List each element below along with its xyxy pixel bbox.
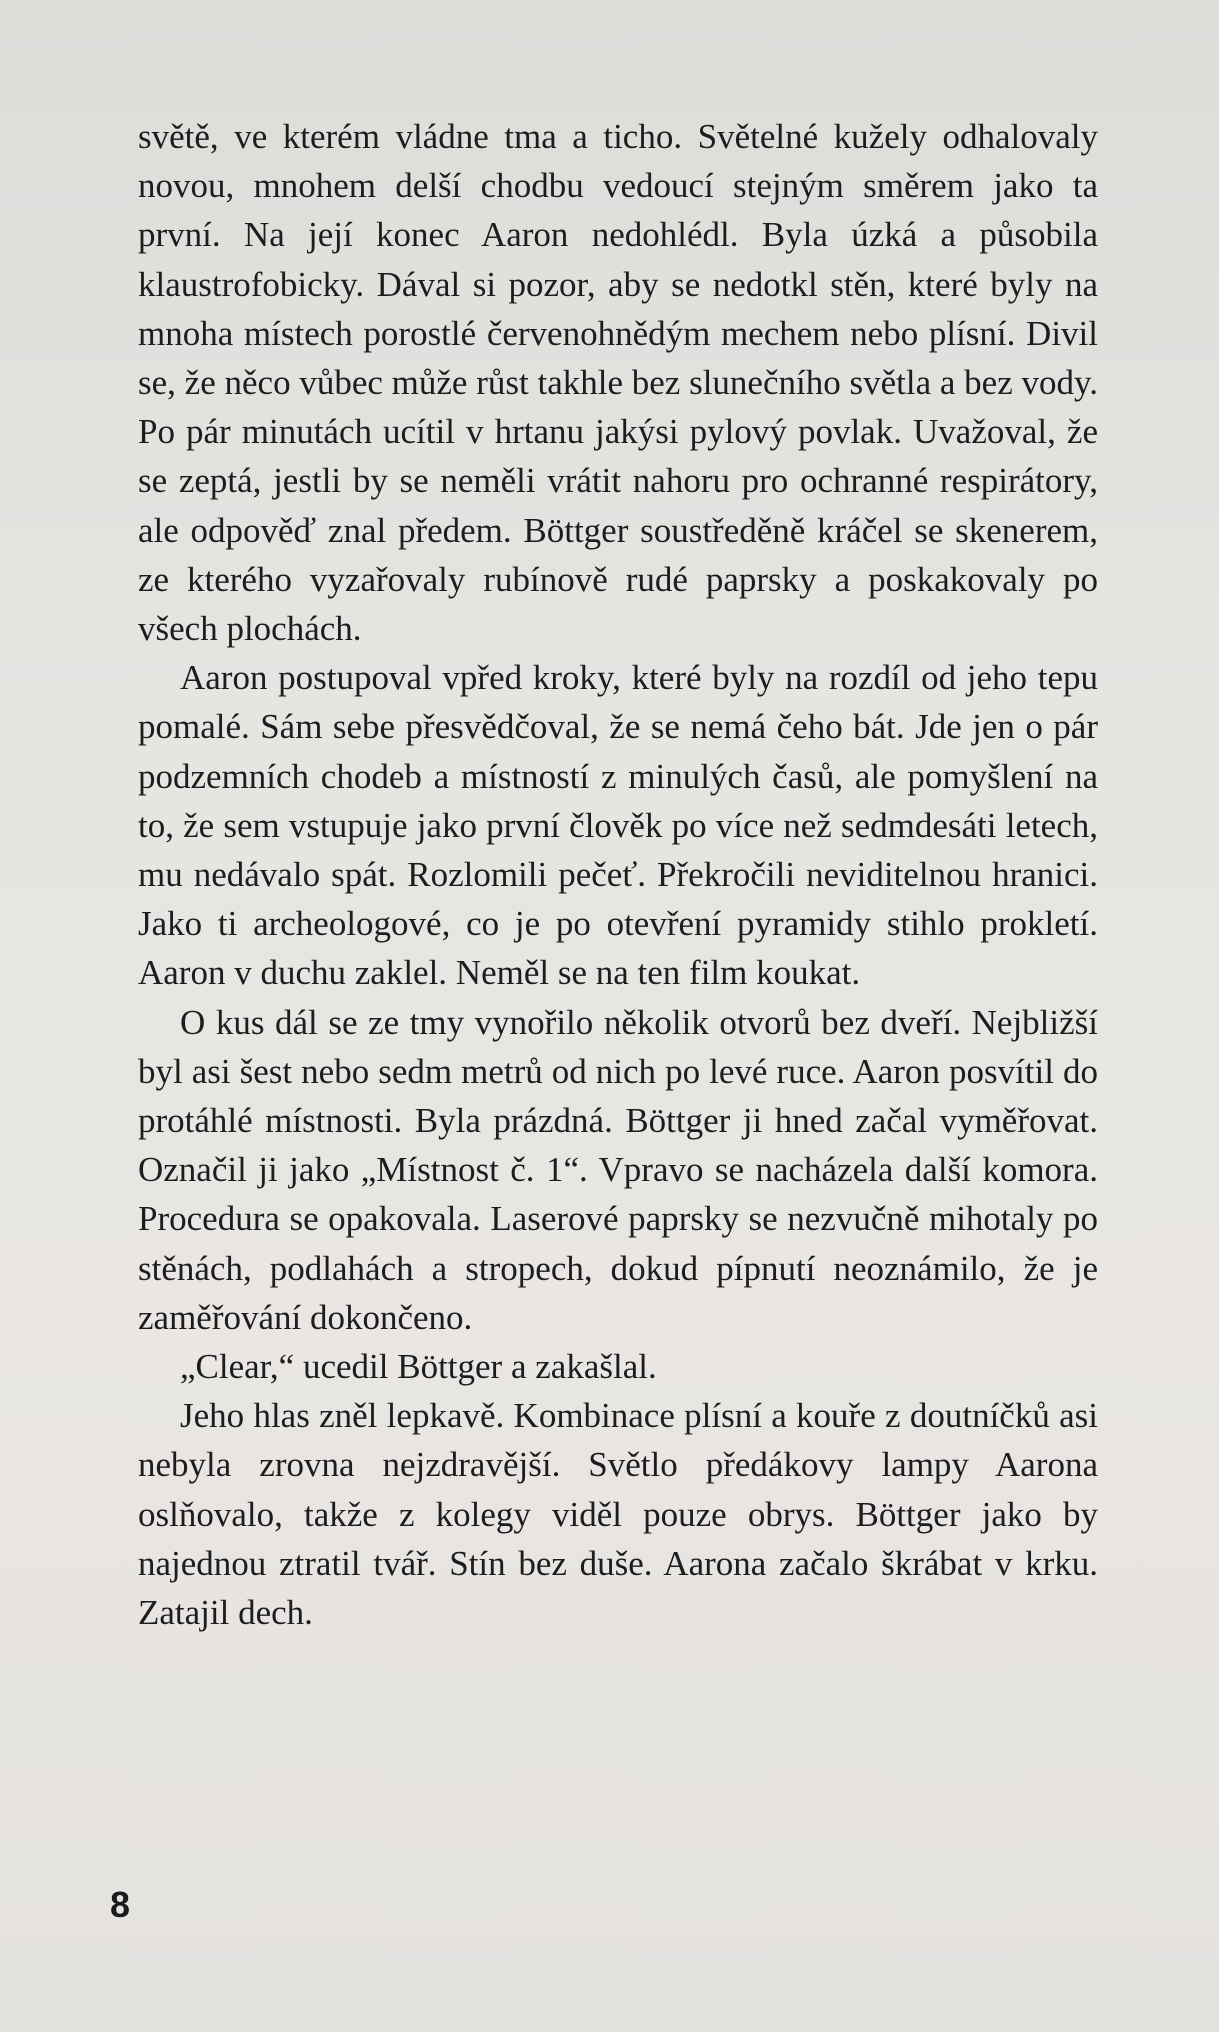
paragraph-2: Aaron postupoval vpřed kroky, které byly na rozdíl od jeho tepu pomalé. Sám sebe přesvědčoval, že se nemá čeho bát. Jde jen o pár podzemních chodeb a místností z minulých časů, ale pomyšlení na to, že sem vstupuje jako první člověk po více než sedmdesáti letech, mu nedávalo spát. Rozlomili pečeť. Překročili neviditelnou hranici. Jako ti archeologové, co je po otevření pyramidy stihlo prokletí. Aaron v duchu zaklel. Neměl se na ten film koukat. bbox=[138, 658, 1098, 993]
page-number: 8 bbox=[110, 1884, 131, 1925]
paragraph-4: „Clear,“ ucedil Böttger a zakašlal. bbox=[180, 1347, 657, 1387]
paragraph-3: O kus dál se ze tmy vynořilo několik otvorů bez dveří. Nejbližší byl asi šest nebo sedm metrů od nich po levé ruce. Aaron posvítil do protáhlé místnosti. Byla prázdná. Böttger ji hned začal vyměřovat. Označil ji jako „Místnost č. 1“. Vpravo se nacházela další komora. Procedura se opakovala. Laserové paprsky se nezvučně mihotaly po stěnách, podlahách a stropech, dokud pípnutí neoznámilo, že je zaměřování dokončeno. bbox=[138, 1002, 1098, 1337]
paragraph-5: Jeho hlas zněl lepkavě. Kombinace plísní a kouře z doutníčků asi nebyla zrovna nejzdravější. Světlo předákovy lampy Aarona oslňovalo, takže z kolegy viděl pouze obrys. Böttger jako by najednou ztratil tvář. Stín bez duše. Aarona začalo škrábat v krku. Zatajil dech. bbox=[138, 1396, 1098, 1633]
paragraph-1: světě, ve kterém vládne tma a ticho. Světelné kužely odhalovaly novou, mnohem delší chodbu vedoucí stejným směrem jako ta první. Na její konec Aaron nedohlédl. Byla úzká a působila klaustrofobicky. Dával si pozor, aby se nedotkl stěn, které byly na mnoha místech porostlé červenohnědým mechem nebo plísní. Divil se, že něco vůbec může růst takhle bez slunečního světla a bez vody. Po pár minutách ucítil v hrtanu jakýsi pylový povlak. Uvažoval, že se zeptá, jestli by se neměli vrátit nahoru pro ochranné respirátory, ale odpověď znal předem. Böttger soustředěně kráčel se skenerem, ze kterého vyzařovaly rubínově rudé paprsky a poskakovaly po všech plochách. bbox=[138, 117, 1098, 649]
body-text bbox=[138, 112, 1098, 1637]
